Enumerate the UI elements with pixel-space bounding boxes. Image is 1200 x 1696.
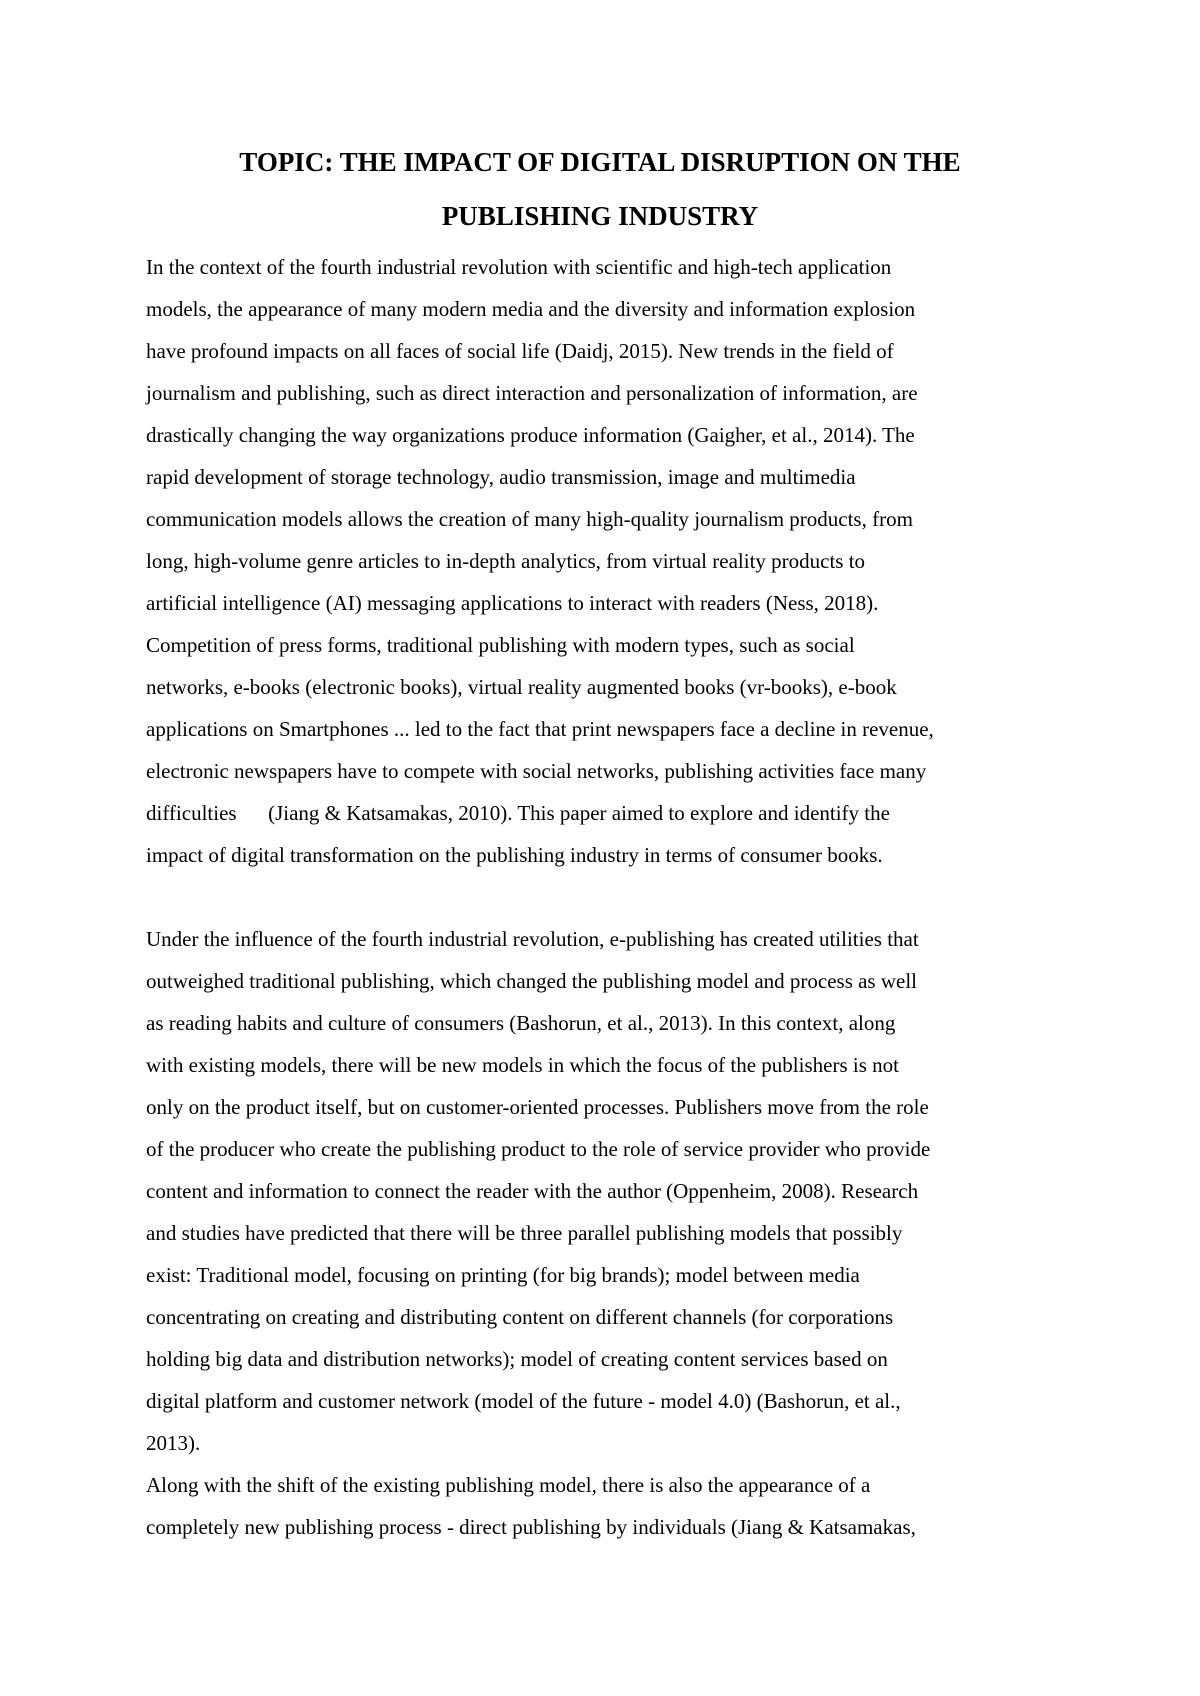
text-line: applications on Smartphones ... led to the fact that print newspapers face a decline in revenue,: [146, 717, 934, 741]
text-line: only on the product itself, but on customer-oriented processes. Publishers move from the role: [146, 1095, 929, 1119]
text-line: impact of digital transformation on the publishing industry in terms of consumer books.: [146, 843, 883, 867]
text-line: electronic newspapers have to compete with social networks, publishing activities face many: [146, 759, 927, 783]
title-line-2: PUBLISHING INDUSTRY: [441, 201, 759, 231]
text-line: difficulties (Jiang & Katsamakas, 2010). This paper aimed to explore and identify the: [146, 801, 890, 825]
text-line: In the context of the fourth industrial revolution with scientific and high-tech application: [146, 255, 892, 279]
text-line: and studies have predicted that there will be three parallel publishing models that possibly: [146, 1221, 903, 1245]
text-line: journalism and publishing, such as direct interaction and personalization of information, are: [146, 381, 918, 405]
title-line-1: TOPIC: THE IMPACT OF DIGITAL DISRUPTION ON THE: [239, 147, 961, 177]
text-line: outweighed traditional publishing, which changed the publishing model and process as well: [146, 969, 918, 993]
text-line: communication models allows the creation of many high-quality journalism products, from: [146, 507, 913, 531]
text-line: long, high-volume genre articles to in-depth analytics, from virtual reality products to: [146, 549, 866, 573]
text-line: completely new publishing process - direct publishing by individuals (Jiang & Katsamakas,: [146, 1515, 916, 1539]
text-line: networks, e-books (electronic books), virtual reality augmented books (vr-books), e-book: [146, 675, 897, 699]
text-line: rapid development of storage technology, audio transmission, image and multimedia: [146, 465, 856, 489]
text-line: holding big data and distribution networks); model of creating content services based on: [146, 1347, 888, 1371]
text-line: content and information to connect the reader with the author (Oppenheim, 2008). Research: [146, 1179, 919, 1203]
text-line: concentrating on creating and distributing content on different channels (for corporations: [146, 1305, 894, 1329]
text-line: Competition of press forms, traditional publishing with modern types, such as social: [146, 633, 855, 657]
text-line: have profound impacts on all faces of social life (Daidj, 2015). New trends in the field of: [146, 339, 894, 363]
text-line: with existing models, there will be new models in which the focus of the publishers is not: [146, 1053, 899, 1077]
text-line: exist: Traditional model, focusing on printing (for big brands); model between media: [146, 1263, 860, 1287]
text-line: artificial intelligence (AI) messaging applications to interact with readers (Ness, 2018).: [146, 591, 879, 615]
text-line: Under the influence of the fourth industrial revolution, e-publishing has created utilities that: [146, 927, 919, 951]
text-line: models, the appearance of many modern media and the diversity and information explosion: [146, 297, 916, 321]
text-line: Along with the shift of the existing publishing model, there is also the appearance of a: [146, 1473, 871, 1497]
text-line: drastically changing the way organizations produce information (Gaigher, et al., 2014). The: [146, 423, 915, 447]
text-line: digital platform and customer network (model of the future - model 4.0) (Bashorun, et al.,: [146, 1389, 901, 1413]
text-line: 2013).: [146, 1431, 201, 1455]
text-line: as reading habits and culture of consumers (Bashorun, et al., 2013). In this context, along: [146, 1011, 896, 1035]
text-line: of the producer who create the publishing product to the role of service provider who provide: [146, 1137, 931, 1161]
